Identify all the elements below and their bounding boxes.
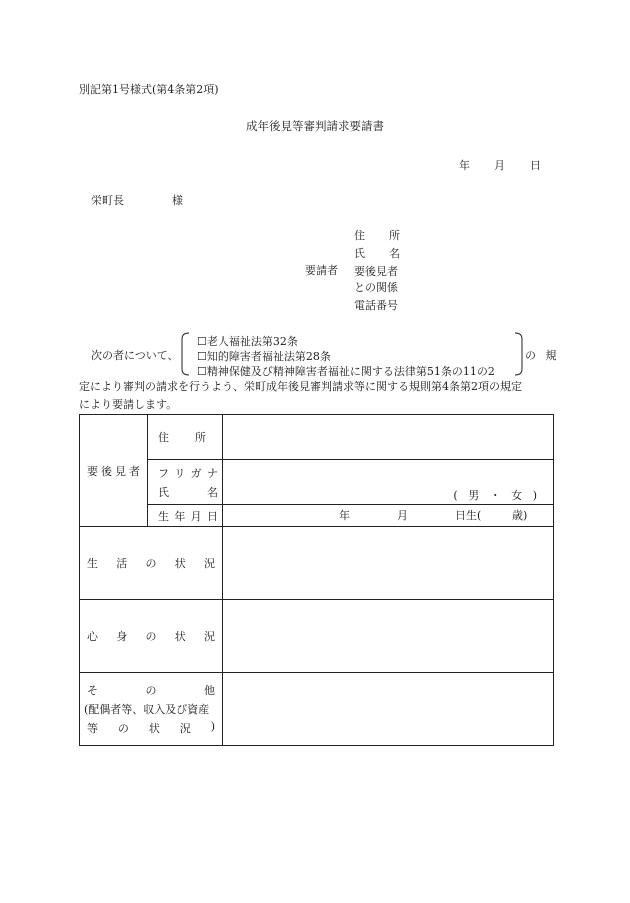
date-month-label: 月 bbox=[494, 159, 505, 172]
addressee-honorific: 様 bbox=[172, 194, 183, 207]
ward-address-field[interactable] bbox=[223, 415, 554, 460]
health-status-field[interactable] bbox=[223, 600, 554, 673]
birth-day-label: 日生( bbox=[455, 509, 482, 522]
form-reference: 別記第1号様式(第4条第2項) bbox=[79, 83, 219, 96]
body-line-3: により要請します。 bbox=[79, 398, 178, 411]
ward-birth-field[interactable] bbox=[223, 505, 554, 527]
ward-name-label: 氏 名 bbox=[158, 485, 218, 499]
requester-address-label: 住 所 bbox=[354, 229, 400, 242]
addressee-name: 栄町長 bbox=[91, 194, 124, 207]
sex-options[interactable]: ( 男 ・ 女 ) bbox=[453, 489, 537, 502]
other-label-2: (配偶者等、収入及び資産 bbox=[84, 703, 210, 716]
date-day-label: 日 bbox=[530, 159, 541, 172]
ward-address-label: 住 所 bbox=[158, 431, 206, 444]
requester-relation-label: 要後見者 bbox=[354, 265, 398, 278]
ward-furigana-label: フ リ ガ ナ bbox=[158, 466, 218, 480]
ward-label: 要 後 見 者 bbox=[87, 464, 140, 478]
birth-year-label: 年 bbox=[339, 509, 350, 522]
other-label: そ の 他 bbox=[87, 684, 215, 697]
other-label-3: 等 の 状 況 ) bbox=[87, 720, 215, 735]
ward-table bbox=[79, 414, 554, 746]
law-option-intellectual[interactable]: ☐知的障害者福祉法第28条 bbox=[197, 350, 331, 363]
birth-month-label: 月 bbox=[397, 509, 408, 522]
requester-label: 要請者 bbox=[305, 264, 338, 277]
body-line-2: 定により審判の請求を行うよう、栄町成年後見審判請求等に関する規則第4条第2項の規定 bbox=[79, 380, 522, 393]
document-title: 成年後見等審判請求要請書 bbox=[246, 119, 384, 133]
other-status-field[interactable] bbox=[223, 673, 554, 746]
body-lead: 次の者について、 bbox=[91, 349, 179, 362]
living-status-label: 生 活 の 状 況 bbox=[87, 557, 215, 570]
ward-label-cell bbox=[80, 415, 148, 527]
ward-name-field[interactable] bbox=[223, 460, 554, 505]
body-tail: の 規 bbox=[525, 349, 557, 362]
requester-relation-label-2: との関係 bbox=[354, 281, 398, 294]
law-option-elderly[interactable]: ☐老人福祉法第32条 bbox=[197, 335, 298, 348]
requester-phone-label: 電話番号 bbox=[354, 299, 398, 312]
health-status-label: 心 身 の 状 況 bbox=[87, 630, 215, 643]
requester-name-label: 氏 名 bbox=[354, 247, 400, 260]
law-option-mental[interactable]: ☐精神保健及び精神障害者福祉に関する法律第51条の11の2 bbox=[197, 365, 495, 378]
date-year-label: 年 bbox=[459, 159, 470, 172]
age-label: 歳) bbox=[512, 509, 528, 522]
ward-birth-label: 生 年 月 日 bbox=[158, 509, 218, 523]
living-status-field[interactable] bbox=[223, 527, 554, 600]
